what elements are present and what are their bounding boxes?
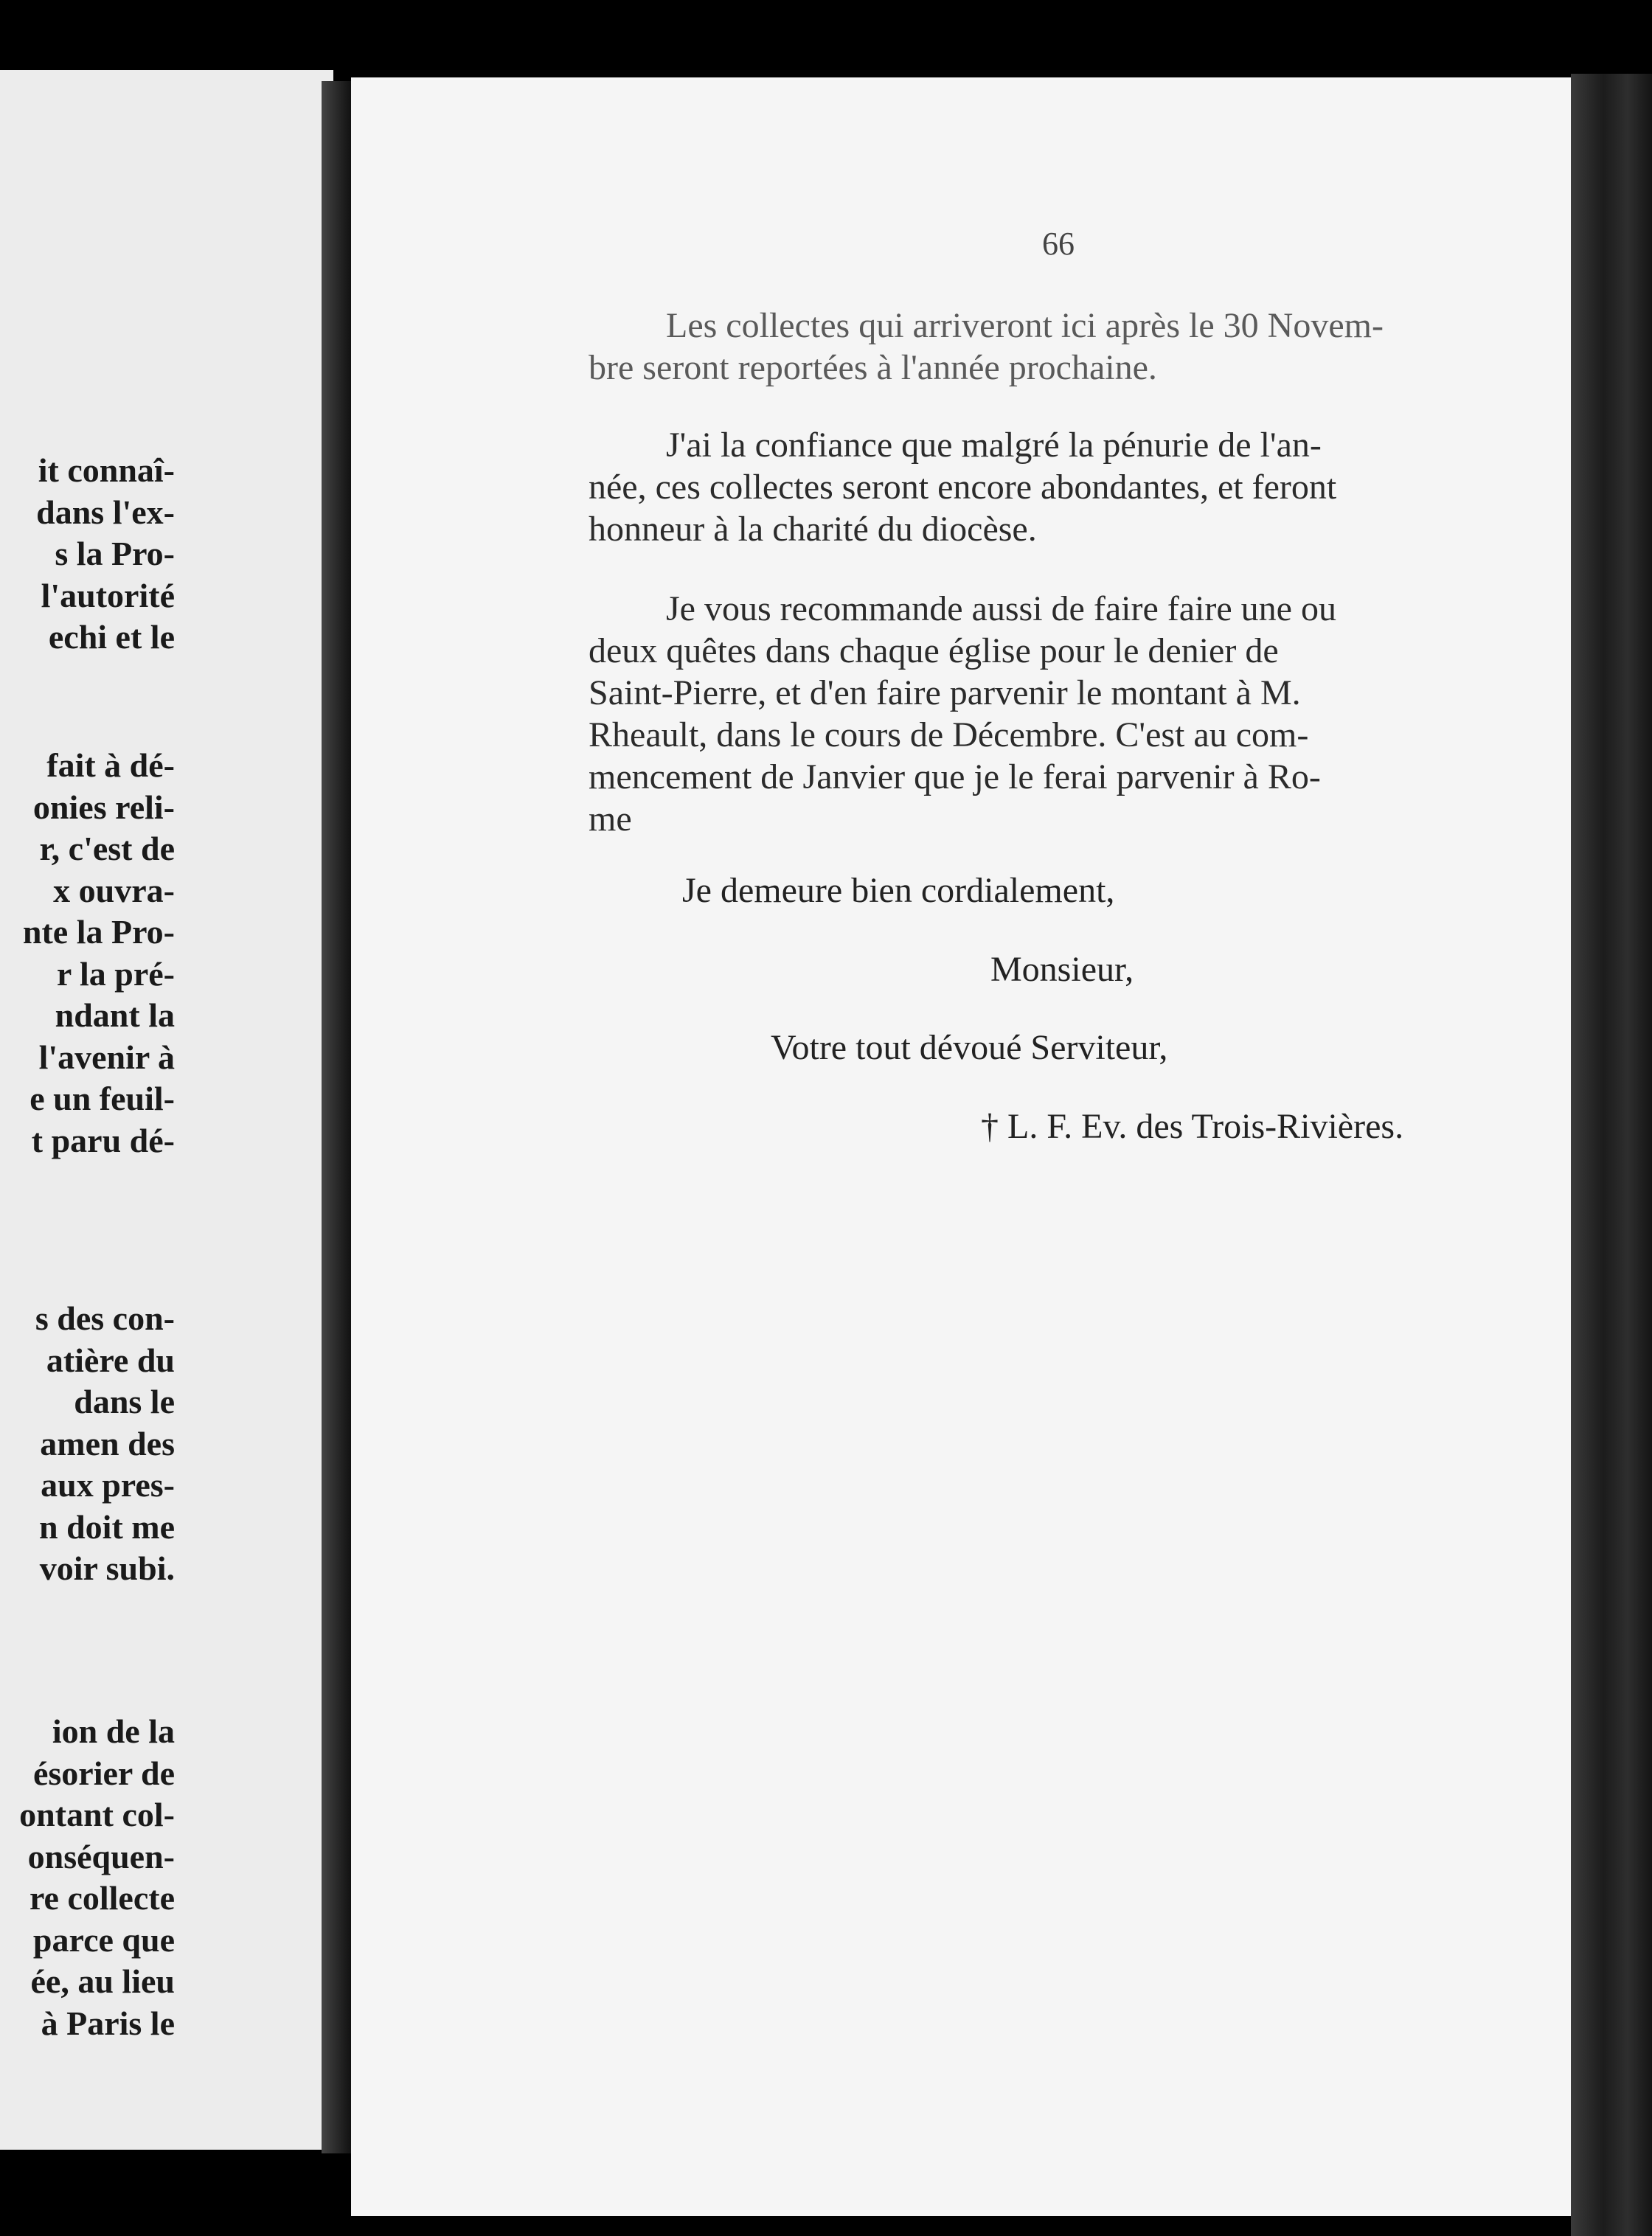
page-stack-edge <box>1571 74 1652 2236</box>
paragraph-line: deux quêtes dans chaque église pour le denier de <box>589 631 1279 670</box>
paragraph-line: me <box>589 799 632 838</box>
left-line: parce que <box>32 1920 175 1959</box>
left-line: x ouvra- <box>53 871 175 909</box>
paragraph-line: Les collectes qui arriveront ici après le 30 Novem- <box>666 306 1384 345</box>
left-line: ion de la <box>52 1712 175 1750</box>
left-line: r, c'est de <box>39 830 175 867</box>
left-line: e un feuil- <box>30 1080 175 1117</box>
left-line: t paru dé- <box>31 1121 175 1159</box>
left-line: dans l'ex- <box>36 493 175 531</box>
left-line: ontant col- <box>19 1796 175 1833</box>
paragraph-line: Je vous recommande aussi de faire faire une ou <box>666 589 1336 628</box>
left-line: amen des <box>40 1424 175 1462</box>
paragraph-line: Rheault, dans le cours de Décembre. C'est au com- <box>589 715 1309 754</box>
left-line: s la Pro- <box>55 535 175 572</box>
document-page <box>351 77 1571 2216</box>
left-line: onies reli- <box>32 788 175 826</box>
salutation: Monsieur, <box>990 950 1134 989</box>
paragraph-line: J'ai la confiance que malgré la pénurie de l'an- <box>666 426 1322 465</box>
left-line: dans le <box>74 1383 175 1420</box>
paragraph-confidence <box>589 424 1534 550</box>
paragraph-line: Saint-Pierre, et d'en faire parvenir le montant à M. <box>589 673 1301 712</box>
left-text-block-top <box>36 450 175 659</box>
page-number: 66 <box>1042 226 1075 262</box>
paragraph-line: bre seront reportées à l'année prochaine. <box>589 348 1157 387</box>
closing-line: Je demeure bien cordialement, <box>682 871 1115 910</box>
left-line: fait à dé- <box>46 746 175 784</box>
left-line: ésorier de <box>32 1754 175 1792</box>
left-line: it connaî- <box>38 451 175 489</box>
page-gutter-shadow <box>322 81 351 2153</box>
left-line: aux pres- <box>41 1466 175 1504</box>
left-line: onséquen- <box>27 1837 175 1875</box>
left-text-block-lower <box>35 1298 175 1590</box>
complimentary-close: Votre tout dévoué Serviteur, <box>771 1028 1168 1067</box>
left-line: re collecte <box>29 1879 175 1917</box>
left-line: l'autorité <box>41 576 175 614</box>
signature: † L. F. Ev. des Trois-Rivières. <box>981 1107 1404 1146</box>
left-line: l'avenir à <box>38 1038 175 1076</box>
paragraph-line: née, ces collectes seront encore abondantes, et feront <box>589 468 1337 507</box>
left-line: ndant la <box>55 996 175 1034</box>
left-line: r la pré- <box>56 954 175 993</box>
left-line: nte la Pro- <box>22 913 175 951</box>
paragraph-denier-saint-pierre <box>589 588 1534 840</box>
left-line: s des con- <box>35 1299 175 1337</box>
paragraph-line: honneur à la charité du diocèse. <box>589 510 1037 549</box>
paragraph-line: mencement de Janvier que je le ferai parvenir à Ro- <box>589 757 1321 796</box>
previous-page-fragment <box>0 70 333 2150</box>
left-line: echi et le <box>48 618 175 656</box>
left-line: n doit me <box>39 1507 175 1546</box>
left-text-block-middle <box>23 745 175 1162</box>
left-line: voir subi. <box>39 1549 175 1587</box>
left-line: à Paris le <box>41 2004 175 2042</box>
paragraph-collections-deadline <box>589 305 1534 389</box>
left-text-block-bottom <box>19 1711 175 2044</box>
left-line: ée, au lieu <box>30 1962 175 2000</box>
left-line: atière du <box>46 1341 175 1379</box>
